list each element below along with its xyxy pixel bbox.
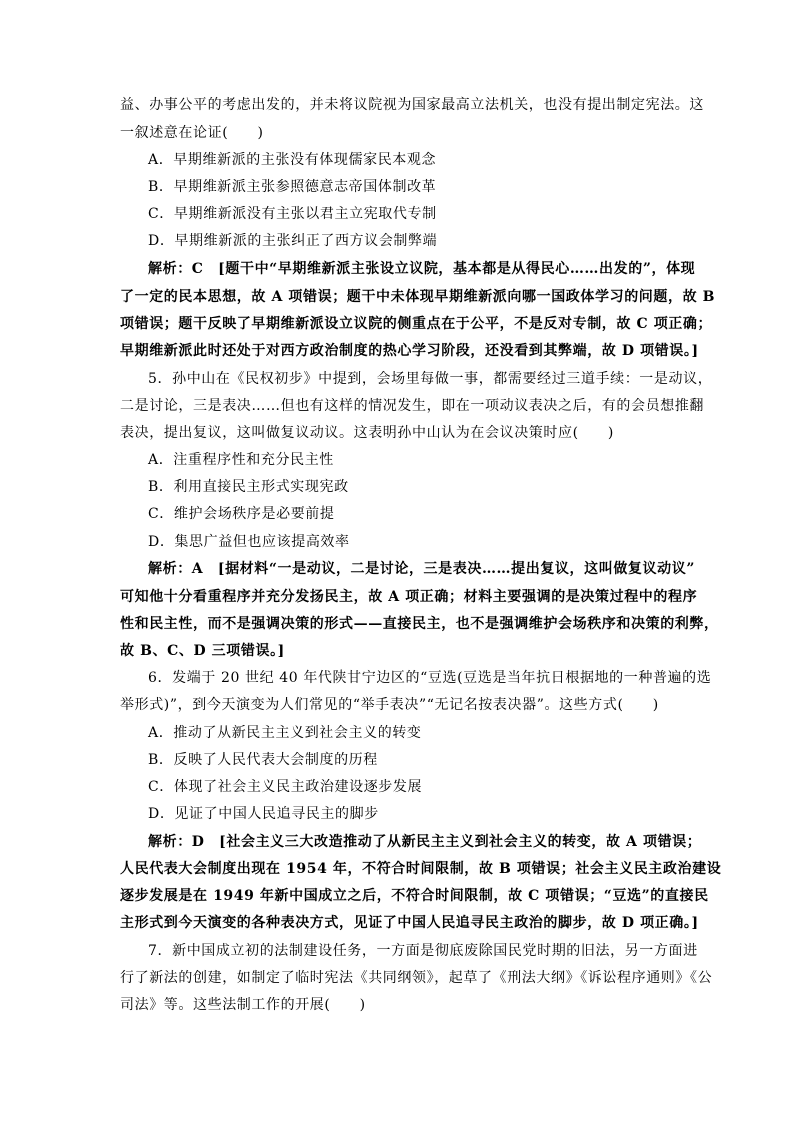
q5-analysis-line-3: 性和民主性，而不是强调决策的形式——直接民主，也不是强调维护会场秩序和决策的利弊， <box>120 616 719 632</box>
q5-stem-line-2: 二是讨论，三是表决……但也有这样的情况发生，即在一项动议表决之后，有的会员想推翻 <box>120 398 704 414</box>
q4-analysis-line-2: 了一定的民本思想，故 A 项错误；题干中未体现早期维新派向哪一国政体学习的问题，故 B <box>120 289 716 305</box>
q5-option-c: C．维护会场秩序是必要前提 <box>148 506 335 522</box>
q5-option-a: A．注重程序性和充分民主性 <box>148 452 334 468</box>
q6-analysis-line-2: 人民代表大会制度出现在 1954 年，不符合时间限制，故 B 项错误；社会主义民主政治建设 <box>120 861 722 877</box>
q6-option-d: D．见证了中国人民追寻民主的脚步 <box>148 806 379 822</box>
q5-stem-line-1: 5．孙中山在《民权初步》中提到，会场里每做一事，都需要经过三道手续：一是动议， <box>148 371 713 387</box>
q6-stem-line-2: 举形式)”，到今天演变为人们常见的“举手表决”“无记名按表决器”。这些方式( ) <box>120 697 659 713</box>
q7-stem-line-2: 行了新法的创建，如制定了临时宪法《共同纲领》，起草了《刑法大纲》《诉讼程序通则》《公 <box>120 970 713 986</box>
q5-option-b: B．利用直接民主形式实现宪政 <box>148 479 349 495</box>
q4-option-b: B．早期维新派主张参照德意志帝国体制改革 <box>148 179 437 195</box>
q4-option-a: A．早期维新派的主张没有体现儒家民本观念 <box>148 152 437 168</box>
q6-analysis-line-4: 主形式到今天演变的各种表决方式，见证了中国人民追寻民主政治的脚步，故 D 项正确。] <box>120 915 699 931</box>
q5-analysis-line-4: 故 B、C、D 三项错误。] <box>120 643 285 659</box>
q4-option-d: D．早期维新派的主张纠正了西方议会制弊端 <box>148 233 438 249</box>
q6-analysis-line-1: 解析：D [社会主义三大改造推动了从新民主主义到社会主义的转变，故 A 项错误； <box>148 834 702 850</box>
q6-analysis-line-3: 逐步发展是在 1949 年新中国成立之后，不符合时间限制，故 C 项错误；“豆选”的直接民 <box>120 888 709 904</box>
q7-stem-line-1: 7．新中国成立初的法制建设任务，一方面是彻底废除国民党时期的旧法，另一方面进 <box>148 943 698 959</box>
q6-option-b: B．反映了人民代表大会制度的历程 <box>148 752 378 768</box>
q5-analysis-line-2: 可知他十分看重程序并充分发扬民主，故 A 项正确；材料主要强调的是决策过程中的程序 <box>120 589 698 605</box>
q4-analysis-line-3: 项错误；题干反映了早期维新派设立议院的侧重点在于公平，不是反对专制，故 C 项正确； <box>120 316 713 332</box>
q4-stem-line-2: 一叙述意在论证( ) <box>120 125 264 141</box>
q7-stem-line-3: 司法》等。这些法制工作的开展( ) <box>120 997 366 1013</box>
q4-analysis-line-1: 解析：C [题干中“早期维新派主张设立议院，基本都是从得民心……出发的”，体现 <box>148 261 696 277</box>
q5-analysis-line-1: 解析：A [据材料“一是动议，二是讨论，三是表决……提出复议，这叫做复议动议” <box>148 561 695 577</box>
q4-option-c: C．早期维新派没有主张以君主立宪取代专制 <box>148 206 437 222</box>
q6-option-c: C．体现了社会主义民主政治建设逐步发展 <box>148 779 423 795</box>
q5-stem-line-3: 表决，提出复议，这叫做复议动议。这表明孙中山认为在会议决策时应( ) <box>120 425 614 441</box>
q4-analysis-line-4: 早期维新派此时还处于对西方政治制度的热心学习阶段，还没看到其弊端，故 D 项错误。] <box>120 343 699 359</box>
q4-stem-line-1: 益、办事公平的考虑出发的，并未将议院视为国家最高立法机关，也没有提出制定宪法。这 <box>120 97 704 113</box>
q5-option-d: D．集思广益但也应该提高效率 <box>148 534 350 550</box>
q6-stem-line-1: 6．发端于 20 世纪 40 年代陕甘宁边区的“豆选(豆选是当年抗日根据地的一种普遍的选 <box>148 670 712 686</box>
q6-option-a: A．推动了从新民主主义到社会主义的转变 <box>148 725 422 741</box>
